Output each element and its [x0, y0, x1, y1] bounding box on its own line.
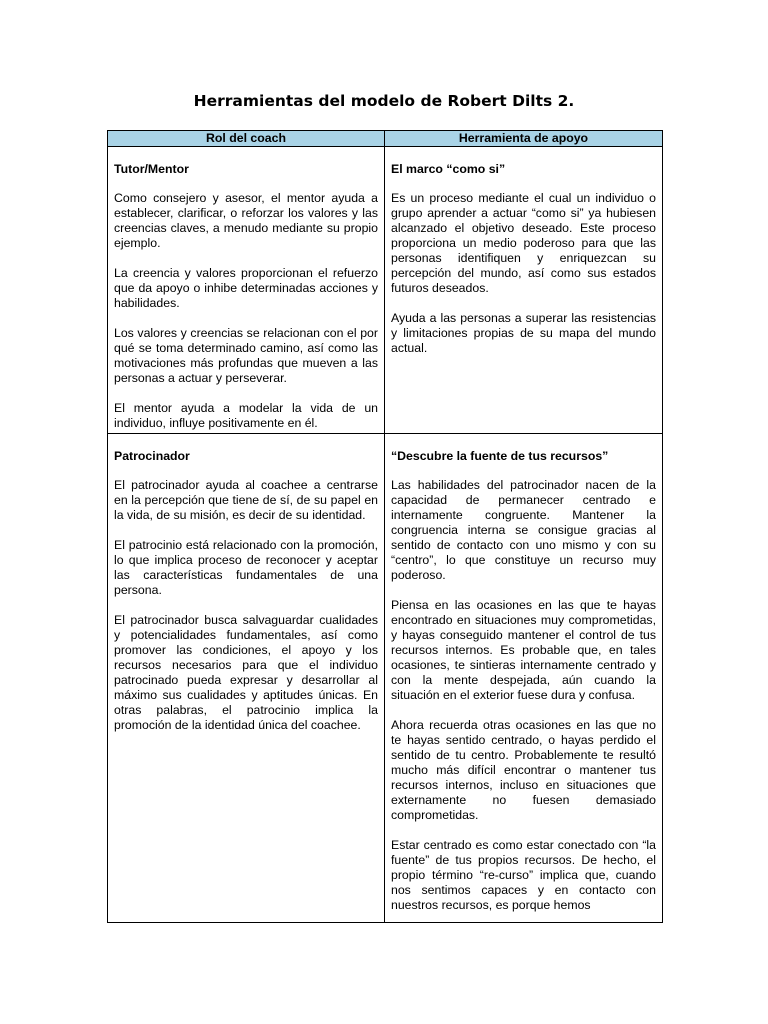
tool-heading: “Descubre la fuente de tus recursos”	[391, 449, 609, 463]
cell-role-tutor-mentor	[108, 147, 385, 434]
header-herramienta-de-apoyo: Herramienta de apoyo	[385, 131, 663, 147]
paragraph: El mentor ayuda a modelar la vida de un individuo, influye positivamente en él.	[114, 401, 378, 430]
cell-role-patrocinador	[108, 434, 385, 923]
paragraph: La creencia y valores proporcionan el refuerzo que da apoyo o inhibe determinadas acciones y habilidades.	[114, 266, 378, 310]
paragraph: Es un proceso mediante el cual un individuo o grupo aprender a actuar “como si” ya hubiesen alcanzado el objetivo deseado. Este proceso proporciona un medio poderoso para que las personas identifiquen y enriquezcan su percepción del mundo, así como sus estados futuros deseados.	[391, 191, 656, 295]
tool-heading: El marco “como si”	[391, 162, 506, 176]
paragraph: Los valores y creencias se relacionan con el por qué se toma determinado camino, así como las motivaciones más profundas que mueven a las personas a actuar y perseverar.	[114, 326, 378, 385]
paragraph: Ahora recuerda otras ocasiones en las que no te hayas sentido centrado, o hayas perdido el sentido de tu centro. Probablemente te resultó mucho más difícil encontrar o mantener tus recursos internos, incluso en situaciones que externamente no fuesen demasiado comprometidas.	[391, 718, 656, 822]
role-heading: Tutor/Mentor	[114, 162, 189, 176]
paragraph: El patrocinio está relacionado con la promoción, lo que implica proceso de reconocer y aceptar las características fundamentales de una persona.	[114, 538, 378, 597]
paragraph: Las habilidades del patrocinador nacen de la capacidad de permanecer centrado e internamente congruente. Mantener la congruencia interna se consigue gracias al sentido de contacto con uno mismo y con su “centro”, lo que constituye un recurso muy poderoso.	[391, 478, 656, 582]
paragraph: El patrocinador ayuda al coachee a centrarse en la percepción que tiene de sí, de su papel en la vida, de su misión, es decir de su identidad.	[114, 478, 378, 522]
role-heading: Patrocinador	[114, 449, 190, 463]
table-header-row	[108, 131, 663, 147]
document-title: Herramientas del modelo de Robert Dilts 2.	[193, 92, 575, 110]
cell-tool-marco-como-si	[385, 147, 663, 434]
paragraph: El patrocinador busca salvaguardar cualidades y potencialidades fundamentales, así como promover las condiciones, el apoyo y los recursos necesarios para que el individuo patrocinado pueda expresar y desarrollar al máximo sus cualidades y aptitudes únicas. En otras palabras, el patrocinio implica la promoción de la identidad única del coachee.	[114, 613, 378, 732]
paragraph: Ayuda a las personas a superar las resistencias y limitaciones propias de su mapa del mundo actual.	[391, 311, 656, 355]
paragraph: Como consejero y asesor, el mentor ayuda a establecer, clarificar, o reforzar los valores y las creencias claves, a menudo mediante su propio ejemplo.	[114, 191, 378, 250]
header-rol-del-coach: Rol del coach	[108, 131, 385, 147]
table-row	[108, 147, 663, 434]
table-row	[108, 434, 663, 923]
paragraph: Piensa en las ocasiones en las que te hayas encontrado en situaciones muy comprometidas, y hayas conseguido mantener el control de tus recursos internos. Es probable que, en tales ocasiones, te sintieras internamente centrado y con la mente despejada, aún cuando la situación en el exterior fuese dura y confusa.	[391, 598, 656, 702]
coach-tools-table	[107, 130, 663, 923]
paragraph: Estar centrado es como estar conectado con “la fuente” de tus propios recursos. De hecho, el propio término “re-curso” implica que, cuando nos sentimos capaces y en contacto con nuestros recursos, es porque hemos	[391, 838, 656, 912]
cell-tool-descubre-fuente	[385, 434, 663, 923]
